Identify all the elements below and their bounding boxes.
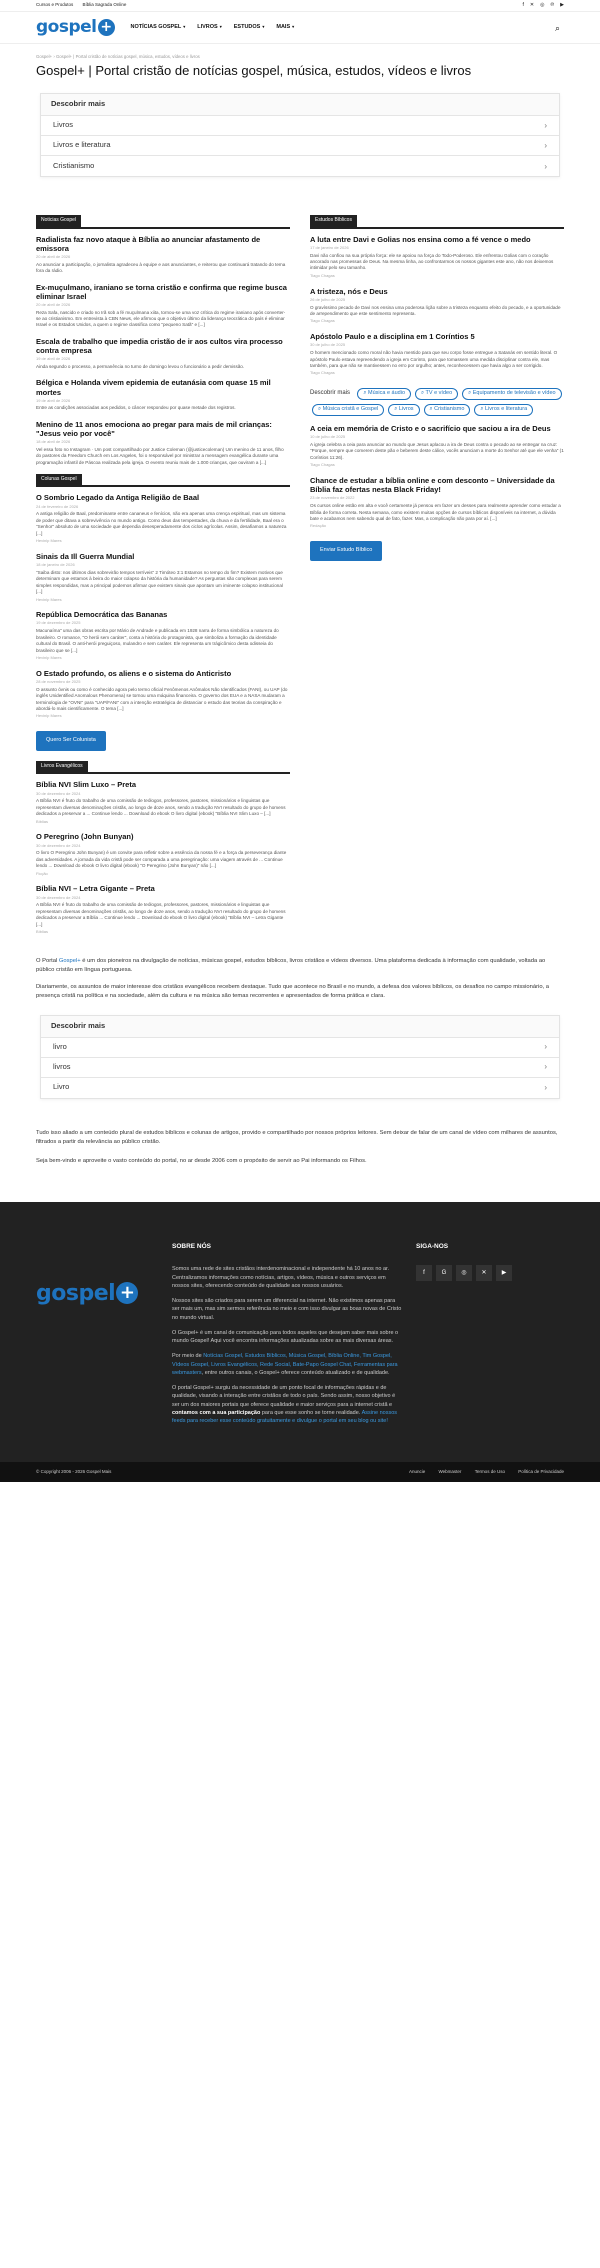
post-title[interactable]: Apóstolo Paulo e a disciplina em 1 Coríntios 5 <box>310 332 475 342</box>
search-icon: ⌕ <box>480 406 486 413</box>
discover-box-1 <box>40 93 560 177</box>
logo-plus-icon: + <box>116 1282 138 1304</box>
post-excerpt: Vel essa foto no Instagram · Um post compartilhado por Justice Coleman (@justicecoleman) Um menino de 11 anos, filho do pastores da Freedom Church em Los Angeles, foi o responsável por ministrar a mensagem evangélica durante uma programação infantil de Páscoa realizada pela igreja. O evento reuniu mais de 1.000 crianças, que ouviram a [...] <box>36 446 284 465</box>
twitter-icon[interactable]: ✕ <box>529 1 535 8</box>
post-item <box>36 552 290 602</box>
post-item <box>310 287 564 325</box>
post-excerpt: A antiga religião de Baal, predominante entre cananeus e fenícios, não era apenas uma crença espiritual, mas um sistema de poder que ditava a sobrevivência no mundo antigo. Como deus das tempestades, da chuva e da fertilidade, Baal era o "Senhor" absoluto de uma sociedade que dependia desesperadamente dos ciclos agrícolas. Assim, desafiamos a natureza [...] <box>36 511 287 536</box>
top-bar <box>0 0 600 12</box>
post-tag[interactable]: Hevinlp Mares <box>36 538 62 544</box>
discover-item[interactable]: Cristianismo › <box>53 160 547 171</box>
footer-link-privacidade[interactable]: Política de Privacidade <box>518 1469 564 1475</box>
post-excerpt: O assunto óvnis ou como é conhecido agora pelo termo oficial Fenômenos Anômalos Não Identificados (FANI), ou UAP (do inglês Unidentified Anomalous Phenomena) se tornou uma máquina financeira. O governo dos EUA e a NASA mudaram a terminologia de "OVNI" para "UAP/FANI" com a intenção estratégica de distanciar o estudo das teorias da conspiração e abordá-lo mais cientificamente. O tema [...] <box>36 686 288 711</box>
post-tag[interactable]: Tiago Chagas <box>310 318 335 324</box>
discover-pills <box>310 384 564 424</box>
post-title[interactable]: Chance de estudar a bíblia online e com desconto – Universidade da Bíblia faz ofertas nesta Black Friday! <box>310 476 555 495</box>
post-item <box>36 283 290 329</box>
post-date: 28 de novembro de 2025 <box>36 678 81 684</box>
post-item <box>36 780 290 824</box>
post-title[interactable]: A tristeza, nós e Deus <box>310 286 388 296</box>
post-date: 24 de fevereiro de 2026 <box>36 503 79 509</box>
post-item <box>36 832 290 876</box>
footer-link-webmaster[interactable]: Webmaster <box>438 1469 462 1475</box>
nav-livros[interactable]: LIVROS ▾ <box>197 23 222 30</box>
discover-pill[interactable]: ⌕ Música e áudio <box>357 388 411 400</box>
discover-item[interactable]: livro › <box>41 1038 559 1058</box>
breadcrumb: Gospel+ › Gospel+ | Portal cristão de notícias gospel, música, estudos, vídeos e livros <box>36 54 200 59</box>
post-date: 20 de abril de 2026 <box>36 253 71 259</box>
chevron-down-icon: ▾ <box>292 23 295 29</box>
chevron-right-icon: › <box>544 1062 547 1072</box>
footer-about-p3: O Gospel+ é um canal de comunicação para todos aqueles que desejam saber mais sobre o mundo Gospel! Aqui você encontra informações atualizadas sobre as mais diversas áreas. <box>172 1329 399 1345</box>
post-item <box>36 420 290 466</box>
footer-feeds-link[interactable]: Assine nossos feeds para receber esse conteúdo gratuitamente e divulgue o portal em seu blog ou site! <box>172 1409 398 1425</box>
sub-footer <box>0 1462 600 1482</box>
post-date: 19 de abril de 2026 <box>36 397 71 403</box>
post-title[interactable]: O Peregrino (John Bunyan) <box>36 832 134 842</box>
top-link-cursos[interactable]: Cursos e Produtos <box>36 2 74 8</box>
footer-about-p2: Nossos sites são criados para serem um diferencial na internet. Não existimos apenas para ser mais um, mas sim sermos referência no meio e com isso divulgar as boas novas de Cristo no mundo virtual. <box>172 1298 402 1321</box>
post-tag[interactable]: Tiago Chagas <box>310 370 335 376</box>
enviar-estudo-button[interactable]: Enviar Estudo Bíblico <box>310 541 382 561</box>
post-date: 20 de abril de 2026 <box>36 301 71 307</box>
post-item <box>36 378 290 412</box>
post-title[interactable]: Bíblia NVI Slim Luxo – Preta <box>36 780 137 790</box>
post-excerpt: Entre as condições associadas aos pedidos, o câncer respondeu por quase metade dos registros. <box>36 405 236 411</box>
footer-links <box>397 1469 564 1476</box>
post-item <box>36 493 290 543</box>
google-icon[interactable]: G <box>436 1265 452 1281</box>
main-nav <box>131 24 295 32</box>
post-title[interactable]: Bíblia NVI – Letra Gigante – Preta <box>36 884 155 894</box>
discover-title: Descobrir mais <box>41 94 559 116</box>
discover-pill[interactable]: ⌕ Música cristã e Gospel <box>312 404 384 416</box>
footer-about <box>172 1242 402 1433</box>
post-title[interactable]: Escala de trabalho que impedia cristão de ir aos cultos vira processo contra empresa <box>36 336 283 355</box>
chevron-right-icon: › <box>544 1082 547 1092</box>
footer-channel-links[interactable]: Notícias Gospel, Estudos Bíblicos, Música Gospel, Bíblia Online, Tim Gospel, Vídeos Gospel, Livros Evangélicos, Rede Social, Bate-Papo Gospel Chat, Ferramentas para webmasters <box>172 1353 398 1376</box>
instagram-icon[interactable]: ◎ <box>456 1265 472 1281</box>
chevron-down-icon: ▾ <box>219 23 222 29</box>
discover-item[interactable]: livros › <box>41 1058 559 1078</box>
post-item <box>310 424 564 468</box>
post-excerpt: Ao anunciar a participação, o jornalista agradeceu à equipe e aos anunciantes, e reiterou que continuará tratando do tema fora da rádio. <box>36 261 286 274</box>
pinterest-icon[interactable]: ℗ <box>550 1 555 8</box>
post-excerpt: Os cursos online estão em alta e você certamente já pensou em fazer um desses para realmente aprender como estudar a Bíblia de forma correta. Nesta semana, como existem muitas opções de cursos bíblicos disponíveis na internet, a dúvida bate e acabamos nem sabendo qual de fato, fazer. Mas, a complicação não para por aí. [...] <box>310 503 561 522</box>
outro-paragraph-1: Tudo isso aliado a um conteúdo plural de estudos bíblicos e colunas de artigos, provido e compartilhado por nossos próprios leitores. Sem deixar de falar de um canal de vídeo com milhares de assuntos, filtrados a partir da relevância ao público cristão. <box>36 1129 558 1145</box>
post-date: 30 de julho de 2025 <box>310 342 346 348</box>
page-title: Gospel+ | Portal cristão de notícias gospel, música, estudos, vídeos e livros <box>36 63 472 79</box>
footer-social-title: SIGA-NOS <box>416 1242 449 1250</box>
nav-noticias[interactable]: NOTÍCIAS GOSPEL ▾ <box>130 23 186 30</box>
site-logo[interactable] <box>36 15 115 40</box>
post-date: 17 de janeiro de 2026 <box>310 244 349 250</box>
post-date: 30 de dezembro de 2024 <box>36 842 81 848</box>
footer-about-p5: O portal Gospel+ surgiu da necessidade de um ponto focal de informações rápidas e de qualidade, visando a interação entre cristãos de todo o país. Sendo assim, nosso objetivo é ser um dos maiores portais que oferece qualidade e maior serviços para a internet cristã e contamos com a sua participação para que esse sonho se torne realidade. Assine nossos feeds para receber esse conteúdo gratuitamente e divulgue o portal em seu blog ou site! <box>172 1385 398 1425</box>
facebook-icon[interactable]: f <box>522 1 524 8</box>
post-excerpt: Reza Safa, nascido e criado no Irã sob a fé muçulmana xiita, tornou-se uma voz crítica do regime iraniano após converter-se ao cristianismo. Em entrevista à CBN News, ele afirmou que o objetivo último da liderança teocrática do país é eliminar Israel e os Estados Unidos, a quem o regime classifica como "pequeno Satã" e [...] <box>36 309 286 328</box>
quero-ser-colunista-button[interactable]: Quero Ser Colunista <box>36 731 106 751</box>
post-excerpt: A igreja celebra a ceia para anunciar ao mundo que Jesus aplacou a ira de Deus contra o pecado ao se entregar na cruz: "Porque, sempre que comerem deste pão e beberem deste cálice, vocês anunciam a morte do Senhor até que ele venha" (1 Coríntios 11:26). <box>310 442 564 460</box>
post-date: 26 de julho de 2025 <box>310 296 346 302</box>
top-links <box>36 2 134 9</box>
logo-text: gospel <box>36 17 97 38</box>
youtube-icon[interactable]: ▶ <box>560 1 564 8</box>
discover-box-2 <box>40 1015 560 1099</box>
footer-link-termos[interactable]: Termos de Uso <box>474 1469 505 1475</box>
discover-pill[interactable]: ⌕ TV e vídeo <box>415 388 458 400</box>
post-date: 19 de abril de 2026 <box>36 356 71 362</box>
block-title-colunas: Colunas Gospel <box>36 474 290 487</box>
brand-link[interactable]: Gospel+ <box>58 957 81 964</box>
footer-about-title: SOBRE NÓS <box>172 1242 212 1250</box>
post-title[interactable]: O Sombrio Legado da Antiga Religião de Baal <box>36 493 200 503</box>
post-tag[interactable]: Hevinlp Mares <box>36 713 62 719</box>
nav-estudos[interactable]: ESTUDOS ▾ <box>233 23 265 30</box>
post-tag[interactable]: Hevinlp Mares <box>36 596 62 602</box>
chevron-right-icon: › <box>544 141 547 151</box>
header <box>0 12 600 44</box>
post-item <box>36 669 290 719</box>
chevron-down-icon: ▾ <box>183 23 186 29</box>
post-item <box>36 235 290 275</box>
youtube-icon[interactable]: ▶ <box>496 1265 512 1281</box>
post-item <box>36 884 290 934</box>
post-excerpt: A Bíblia NVI é fruto do trabalho de uma comissão de teólogos, professores, pastores, missionários e linguistas que representam diversas denominações cristãs, ao longo de doze anos, sendo a tradução NVI resultado do grupo de homens dedicados a preservar a Bíblia ... Continue lendo ... Download do ebook O livro digital (ebook) "Bíblia NVI – Letra Gigante [...] <box>36 902 286 927</box>
post-date: 30 de dezembro de 2024 <box>36 790 81 796</box>
block-title-estudos: Estudos Bíblicos <box>310 215 564 228</box>
chevron-right-icon: › <box>544 161 547 171</box>
twitter-icon[interactable]: ✕ <box>476 1265 492 1281</box>
post-title[interactable]: A ceia em memória de Cristo e o sacrifício que saciou a ira de Deus <box>310 424 551 434</box>
post-tag[interactable]: Ficção <box>36 870 48 876</box>
logo-text: gospel <box>36 1280 116 1306</box>
search-icon: ⌕ <box>468 390 473 397</box>
post-date: 18 de abril de 2026 <box>36 439 71 445</box>
post-date: 18 de janeiro de 2026 <box>36 562 75 568</box>
search-icon: ⌕ <box>318 406 323 413</box>
left-column <box>36 215 290 942</box>
post-item <box>310 235 564 279</box>
discover-pills-title: Descobrir mais <box>310 390 351 397</box>
discover-pill[interactable]: ⌕ Cristianismo <box>424 404 471 416</box>
post-title[interactable]: Bélgica e Holanda vivem epidemia de eutanásia com quase 15 mil mortes <box>36 378 271 397</box>
post-tag[interactable]: Bíblias <box>36 818 49 824</box>
intro-paragraph-1: O Portal Gospel+ é um dos pioneiros na divulgação de notícias, músicas gospel, estudos bíblicos, livros cristãos e vídeos diversos. Uma plataforma dedicada à informação com qualidade, voltada ao público cristão em língua portuguesa. <box>36 957 546 973</box>
facebook-icon[interactable]: f <box>416 1265 432 1281</box>
top-socials <box>522 2 564 9</box>
right-column <box>310 215 564 942</box>
search-icon: ⌕ <box>363 390 369 397</box>
post-item <box>310 476 564 529</box>
post-title[interactable]: República Democrática das Bananas <box>36 610 168 620</box>
chevron-down-icon: ▾ <box>262 23 265 29</box>
footer-logo[interactable] <box>36 1242 172 1433</box>
search-icon: ⌕ <box>421 390 426 397</box>
intro-paragraph-2: Diariamente, os assuntos de maior interesse dos cristãos evangélicos recebem destaque. Tudo que acontece no Brasil e no mundo, a defesa dos valores bíblicos, os desafios no campo missionário, a presença cristã na política e na sociedade, além da cultura e na música são temas recorrentes e apresentados de forma prática e clara. <box>36 983 549 999</box>
copyright: © Copyright 2006 - 2026 Gospel Mais <box>36 1469 112 1475</box>
post-date: 10 de julho de 2025 <box>310 434 346 440</box>
search-icon: ⌕ <box>394 406 399 413</box>
discover-title: Descobrir mais <box>41 1016 559 1038</box>
post-excerpt: Davi não confiou na sua própria força: ele se apoiou na força do Todo-Poderoso. Ele enfrentou Golias com o coração ancorado nas promessas de Deus. Na mesma linha, ao confrontarmos os nossos gigantes este ano, não nos deixemos intimidar pelo seu tamanho. <box>310 252 554 271</box>
discover-item[interactable]: Livros e literatura › <box>41 136 559 156</box>
post-date: 19 de dezembro de 2025 <box>36 620 81 626</box>
nav-mais[interactable]: MAIS ▾ <box>276 23 295 30</box>
chevron-right-icon: › <box>544 121 547 131</box>
post-title[interactable]: O Estado profundo, os aliens e o sistema do Anticristo <box>36 668 232 678</box>
block-title-noticias: Noticias Gospel <box>36 215 290 228</box>
post-item <box>310 332 564 376</box>
post-excerpt: O livro O Peregrino John Bunyan) é um convite para refletir sobre a essência da nossa fé e a força da perseverança diante das adversidades. A jornada da vida cristã pode ser comparada a uma peregrinação: uma viagem através de ... Continue lendo ... Download do ebook O livro digital (ebook) "O Peregrino (John Bunyan)" não [...] <box>36 850 287 869</box>
search-icon[interactable]: ⌕ <box>554 23 560 33</box>
post-date: 23 de novembro de 2022 <box>310 495 355 501</box>
logo-plus-icon: + <box>98 19 115 36</box>
post-title[interactable]: Radialista faz novo ataque à Bíblia ao anunciar afastamento de emissora <box>36 234 261 253</box>
post-excerpt: A Bíblia NVI é fruto do trabalho de uma comissão de teólogos, professores, pastores, missionários e linguistas que representam diversas denominações cristãs, ao longo de doze anos, sendo a tradução NVI resultado do grupo de homens dedicados a preservar a ... Continue lendo ... Download do ebook O livro digital (ebook) "Bíblia NVI Slim Luxo – [...] <box>36 798 286 817</box>
post-item <box>36 610 290 660</box>
footer-social <box>416 1242 512 1433</box>
post-excerpt: "Saiba disto: nos últimos dias sobrevirão tempos terríveis" 2 Timóteo 3:1 Estamos no tempo do fim? Existem motivos que determinam que estamos à beira do maior colapso da história da humanidade? As perguntas são complexas para serem simples respondidas, mas a principal podemos afirmar que existem sinais que apontam um iminente colapso institucional [...] <box>36 569 283 595</box>
footer-about-p4: Por meio de Notícias Gospel, Estudos Bíblicos, Música Gospel, Bíblia Online, Tim Gospel, Vídeos Gospel, Livros Evangélicos, Rede Social, Bate-Papo Gospel Chat, Ferramentas para webmasters, entre outros canais, o Gospel+ oferece conteúdo atualizado e de qualidade. <box>172 1353 398 1376</box>
post-excerpt: O homem mencionado como moral não havia mentido para que seu corpo fosse entregue a Satanás em sentido literal. O apóstolo Paulo estava repreendendo a igreja em Corinto, para que tomassem uma medida disciplinar contra ele, mas também, para que não se mantivessem no erro por orgulho; antes, reconhecessem que havia algo a ser corrigido. <box>310 350 558 368</box>
discover-item[interactable]: Livro › <box>53 1082 547 1092</box>
top-link-biblia[interactable]: Bíblia Sagrada Online <box>82 2 127 8</box>
discover-pill[interactable]: ⌕ Livros <box>388 404 419 416</box>
post-item <box>36 337 290 371</box>
search-icon: ⌕ <box>429 406 435 413</box>
post-title[interactable]: Ex-muçulmano, iraniano se torna cristão e confirma que regime busca eliminar Israel <box>36 282 287 301</box>
discover-item[interactable]: Livros › <box>41 116 559 136</box>
post-excerpt: Macunaíma" uma das obras escrita por Mário de Andrade e publicada em 1928 narra de forma simbólica a natureza do brasileiro. O romance, "O herói sem caráter", conta a história do protagonista, que simboliza a formação da identidade cultural do Brasil. O anti-herói preguiçoso, mulandro e sem caráter. Ele representa um trágicômico desta odisseia do brasileiro que se [...] <box>36 628 279 653</box>
post-excerpt: O gravíssimo pecado de Davi nos ensina uma poderosa lição sobre a tristeza enquanto efeito do pecado, e a oportunidade de arrependimento que este sentimento representa. <box>310 304 561 316</box>
post-tag[interactable]: Bíblias <box>36 928 49 934</box>
instagram-icon[interactable]: ◎ <box>540 1 545 8</box>
post-title[interactable]: A luta entre Davi e Golias nos ensina como a fé vence o medo <box>310 234 531 244</box>
post-date: 30 de dezembro de 2024 <box>36 894 81 900</box>
post-tag[interactable]: Hevinlp Mares <box>36 654 62 660</box>
post-title[interactable]: Menino de 11 anos emociona ao pregar para mais de mil crianças: "Jesus veio por você" <box>36 419 272 438</box>
post-title[interactable]: Sinais da Ill Guerra Mundial <box>36 551 135 561</box>
block-title-livros: Livros Evangélicos <box>36 761 290 774</box>
outro-paragraph-2: Seja bem-vindo e aproveite o vasto conteúdo do portal, no ar desde 2006 com o propósito de servir ao Pai informando os Filhos. <box>36 1157 367 1164</box>
post-tag[interactable]: Tiago Chagas <box>310 272 335 278</box>
discover-pill[interactable]: ⌕ Livros e literatura <box>474 404 533 416</box>
footer-about-p1: Somos uma rede de sites cristãos interdenominacional e independente há 10 anos no ar. Centralizamos informações como notícias, artigos, vídeos, música e outros serviços em nossos sites, oferecendo conteúdo de qualidade aos nossos usuários. <box>172 1266 390 1289</box>
post-excerpt: Ainda segundo o processo, a permanência no turno de domingo levou o funcionário a pedir demissão. <box>36 363 245 369</box>
footer-link-anuncie[interactable]: Anuncie <box>408 1469 426 1475</box>
post-tag[interactable]: Redação <box>310 523 327 529</box>
chevron-right-icon: › <box>544 1042 547 1052</box>
discover-pill[interactable]: ⌕ Equipamento de televisão e vídeo <box>462 388 561 400</box>
post-tag[interactable]: Tiago Chagas <box>310 462 335 468</box>
footer <box>0 1202 600 1463</box>
